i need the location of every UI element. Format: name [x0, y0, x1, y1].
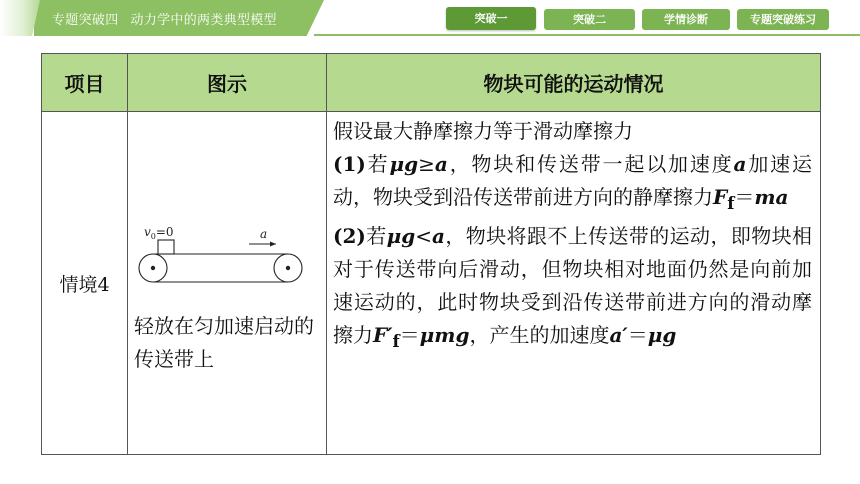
- header-divider: [314, 34, 860, 36]
- case-1-text: (1)若μg≥a，物块和传送带一起以加速度a加速运动，物块受到沿传送带前进方向的静摩擦力$F_f=ma$: [333, 152, 813, 213]
- col-header-item: 项目: [42, 54, 128, 112]
- scene-label: 情境4: [42, 112, 128, 455]
- tab-breakthrough-2[interactable]: 突破二: [544, 9, 635, 30]
- acceleration-label: a: [260, 227, 268, 241]
- left-pulley-axle: [151, 266, 155, 270]
- assumption-text: 假设最大静摩擦力等于滑动摩擦力: [333, 119, 633, 143]
- right-pulley-axle: [286, 266, 290, 270]
- table-header-row: [42, 54, 821, 112]
- acceleration-arrowhead: [270, 242, 276, 247]
- tab-breakthrough-1[interactable]: 突破一: [446, 7, 536, 30]
- diagram-caption: 轻放在匀加速启动的传送带上: [134, 314, 314, 371]
- header-title: [52, 9, 277, 28]
- header-bar: [0, 0, 860, 36]
- col-header-diagram: 图示: [128, 54, 327, 112]
- case-2-text: (2)若μg<a，物块将跟不上传送带的运动，即物块相对于传送带向后滑动，但物块相对地面仍然是向前加速运动的，此时物块受到沿传送带前进方向的滑动摩擦力$F'_f=\mu mg$，产生的加速度a′＝μg: [333, 224, 813, 351]
- tab-topic-exercises[interactable]: 专题突破练习: [737, 9, 829, 30]
- diagram-cell: [128, 112, 327, 455]
- header-section: 专题突破四: [52, 13, 119, 28]
- conveyor-belt-diagram: [132, 220, 322, 292]
- header-topic: 动力学中的两类典型模型: [130, 13, 277, 28]
- motion-table: [41, 53, 821, 455]
- motion-description: [327, 112, 821, 455]
- tab-learning-diagnosis[interactable]: 学情诊断: [642, 9, 730, 30]
- velocity-label: $v_0=0$: [144, 225, 174, 241]
- col-header-motion: 物块可能的运动情况: [327, 54, 821, 112]
- table-row: [42, 112, 821, 455]
- block-shape: [158, 240, 174, 254]
